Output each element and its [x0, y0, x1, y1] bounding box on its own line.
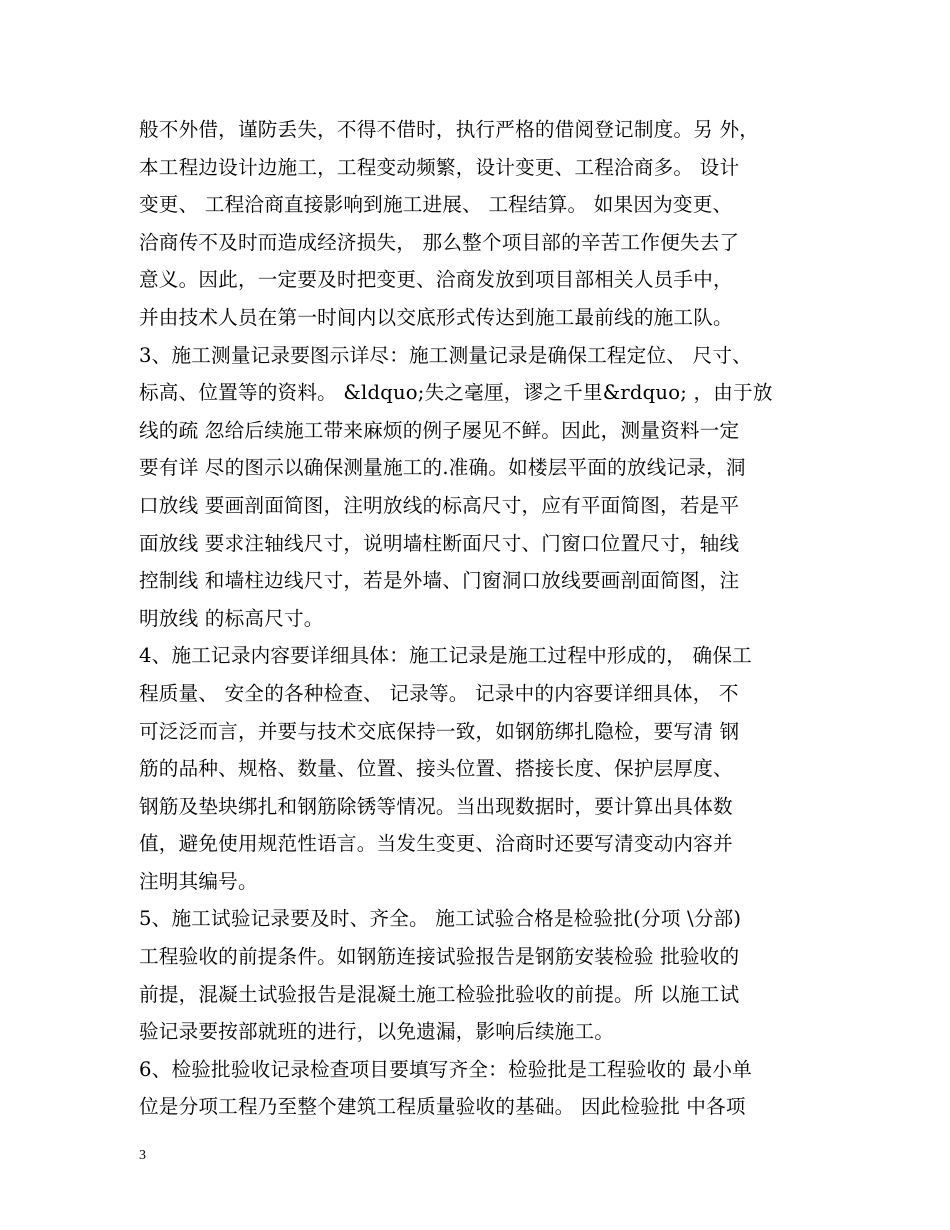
- text-line: 要有详 尽的图示以确保测量施工的.准确。如楼层平面的放线记录，洞: [139, 456, 746, 480]
- text-line: 钢筋及垫块绑扎和钢筋除锈等情况。当出现数据时，要计算出具体数: [139, 794, 733, 818]
- text-line: 面放线 要求注轴线尺寸，说明墙柱断面尺寸、门窗口位置尺寸，轴线: [139, 531, 740, 555]
- text-line: 筋的品种、规格、数量、位置、接头位置、搭接长度、保护层厚度、: [139, 757, 733, 781]
- text-line: 位是分项工程乃至整个建筑工程质量验收的基础。 因此检验批 中各项: [139, 1095, 746, 1119]
- section-5-heading-line: 5、施工试验记录要及时、齐全。 施工试验合格是检验批(分项 \分部): [139, 907, 742, 931]
- text-line: 注明其编号。: [139, 869, 258, 893]
- text-line: 本工程边设计边施工，工程变动频繁，设计变更、工程洽商多。 设计: [139, 155, 740, 179]
- text-line: 并由技术人员在第一时间内以交底形式传达到施工最前线的施工队。: [139, 305, 733, 329]
- text-line: 洽商传不及时而造成经济损失， 那么整个项目部的辛苦工作便失去了: [139, 230, 740, 254]
- text-line: 变更、 工程洽商直接影响到施工进展、 工程结算。 如果因为变更、: [139, 193, 733, 217]
- section-6-heading-line: 6、检验批验收记录检查项目要填写齐全：检验批是工程验收的 最小单: [139, 1057, 752, 1081]
- section-4-heading-line: 4、施工记录内容要详细具体：施工记录是施工过程中形成的， 确保工: [139, 644, 752, 668]
- body-text: [139, 111, 829, 1126]
- text-line: 可泛泛而言，并要与技术交底保持一致，如钢筋绑扎隐检，要写清 钢: [139, 719, 740, 743]
- text-line: 标高、位置等的资料。 &ldquo;失之毫厘，谬之千里&rdquo; ，由于放: [139, 381, 773, 405]
- text-line: 意义。因此，一定要及时把变更、洽商发放到项目部相关人员手中，: [139, 268, 733, 292]
- text-line: 验记录要按部就班的进行，以免遗漏，影响后续施工。: [139, 1020, 615, 1044]
- text-line: 程质量、 安全的各种检查、 记录等。 记录中的内容要详细具体， 不: [139, 681, 739, 705]
- text-line: 值，避免使用规范性语言。当发生变更、洽商时还要写清变动内容并: [139, 832, 733, 856]
- text-line: 口放线 要画剖面简图，注明放线的标高尺寸，应有平面简图，若是平: [139, 493, 740, 517]
- page-number: 3: [139, 1148, 146, 1163]
- section-3-heading-line: 3、施工测量记录要图示详尽：施工测量记录是确保工程定位、 尺寸、: [139, 343, 752, 367]
- text-line: 工程验收的前提条件。如钢筋连接试验报告是钢筋安装检验 批验收的: [139, 945, 740, 969]
- text-line: 般不外借，谨防丢失，不得不借时，执行严格的借阅登记制度。另 外，: [139, 118, 760, 141]
- text-line: 前提，混凝土试验报告是混凝土施工检验批验收的前提。所 以施工试: [139, 982, 740, 1006]
- text-line: 线的疏 忽给后续施工带来麻烦的例子屡见不鲜。因此，测量资料一定: [139, 418, 740, 442]
- text-line: 控制线 和墙柱边线尺寸，若是外墙、门窗洞口放线要画剖面简图，注: [139, 569, 740, 593]
- text-line: 明放线 的标高尺寸。: [139, 606, 324, 630]
